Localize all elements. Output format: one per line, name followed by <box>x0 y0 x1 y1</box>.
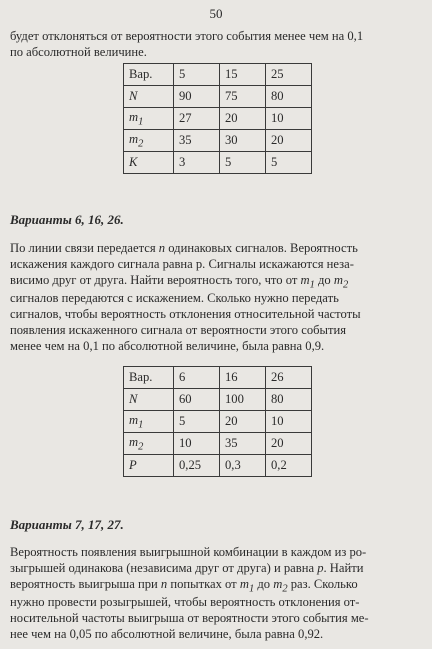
table-cell: 10 <box>266 108 312 130</box>
section1-tail-line1: будет отклоняться от вероятности этого события менее чем на 0,1 <box>10 29 364 43</box>
heading-numbers: 7, 17, 27. <box>75 517 124 532</box>
table-cell: 100 <box>220 389 266 411</box>
table-row <box>124 389 312 411</box>
table-row <box>124 433 312 455</box>
section2-heading <box>10 212 124 228</box>
heading-numbers: 6, 16, 26. <box>75 212 124 227</box>
table-cell: 80 <box>266 389 312 411</box>
row-label: $m_1$ <box>124 108 174 130</box>
table-cell: 75 <box>220 86 266 108</box>
table-cell: 16 <box>220 367 266 389</box>
table-row <box>124 367 312 389</box>
section1-tail-line2: по абсолютной величине. <box>10 45 147 59</box>
table-cell: 80 <box>266 86 312 108</box>
section2-line4: сигналов передаются с искажением. Сколько нужно передать <box>10 291 339 305</box>
table-cell: 27 <box>174 108 220 130</box>
row-label: K <box>124 152 174 174</box>
table-cell: 90 <box>174 86 220 108</box>
table-cell: 35 <box>174 130 220 152</box>
table-cell: 10 <box>174 433 220 455</box>
table-cell: 10 <box>266 411 312 433</box>
row-label: Вар. <box>124 367 174 389</box>
table-cell: 25 <box>266 64 312 86</box>
section3-heading <box>10 517 124 533</box>
table-cell: 5 <box>174 64 220 86</box>
table-cell: 30 <box>220 130 266 152</box>
section2-line3: висимо друг от друга. Найти вероятность того, что от $m_1$ до $m_2$ <box>10 273 349 291</box>
table-row <box>124 108 312 130</box>
table-cell: 20 <box>220 108 266 130</box>
section2-line2: искажения каждого сигнала равна р. Сигналы искажаются неза- <box>10 257 354 271</box>
table-row <box>124 130 312 152</box>
table-cell: 5 <box>220 152 266 174</box>
table-cell: 5 <box>174 411 220 433</box>
row-label: $m_1$ <box>124 411 174 433</box>
row-label: $m_2$ <box>124 433 174 455</box>
table-cell: 0,3 <box>220 455 266 477</box>
section2-line6: появления искаженного сигнала от вероятности этого события <box>10 323 347 337</box>
table-cell: 0,25 <box>174 455 220 477</box>
row-label: P <box>124 455 174 477</box>
table-cell: 20 <box>220 411 266 433</box>
heading-word: Варианты <box>10 517 72 532</box>
row-label: N <box>124 86 174 108</box>
row-label: N <box>124 389 174 411</box>
section3-line4: нужно провести розыгрышей, чтобы вероятность отклонения от- <box>10 595 360 609</box>
table-row <box>124 152 312 174</box>
table-cell: 15 <box>220 64 266 86</box>
row-label: Вар. <box>124 64 174 86</box>
table-cell: 26 <box>266 367 312 389</box>
section3-line3: вероятность выигрыша при n попытках от $m_1$ до $m_2$ раз. Сколько <box>10 577 358 595</box>
variants-table-1 <box>123 63 312 174</box>
table-row <box>124 86 312 108</box>
section2-line5: сигналов, чтобы вероятность отклонения относительной частоты <box>10 307 361 321</box>
page-number: 50 <box>209 6 223 21</box>
table-cell: 3 <box>174 152 220 174</box>
section3-line6: нее чем на 0,05 по абсолютной величине, была равна 0,92. <box>10 627 324 641</box>
table-row <box>124 64 312 86</box>
section2-line1: По линии связи передается n одинаковых сигналов. Вероятность <box>10 241 358 255</box>
heading-word: Варианты <box>10 212 72 227</box>
section3-line1: Вероятность появления выигрышной комбинации в каждом из ро- <box>10 545 367 559</box>
table-cell: 6 <box>174 367 220 389</box>
row-label: $m_2$ <box>124 130 174 152</box>
table-cell: 5 <box>266 152 312 174</box>
table-cell: 0,2 <box>266 455 312 477</box>
table-row <box>124 411 312 433</box>
section2-line7: менее чем на 0,1 по абсолютной величине, была равна 0,9. <box>10 339 325 353</box>
table-cell: 20 <box>266 130 312 152</box>
table-cell: 20 <box>266 433 312 455</box>
table-cell: 35 <box>220 433 266 455</box>
table-row <box>124 455 312 477</box>
variants-table-2 <box>123 366 312 477</box>
section3-line2: зыгрышей одинакова (независима друг от друга) и равна p. Найти <box>10 561 364 575</box>
section3-line5: носительной частоты выигрыша от вероятности этого события ме- <box>10 611 369 625</box>
table-cell: 60 <box>174 389 220 411</box>
